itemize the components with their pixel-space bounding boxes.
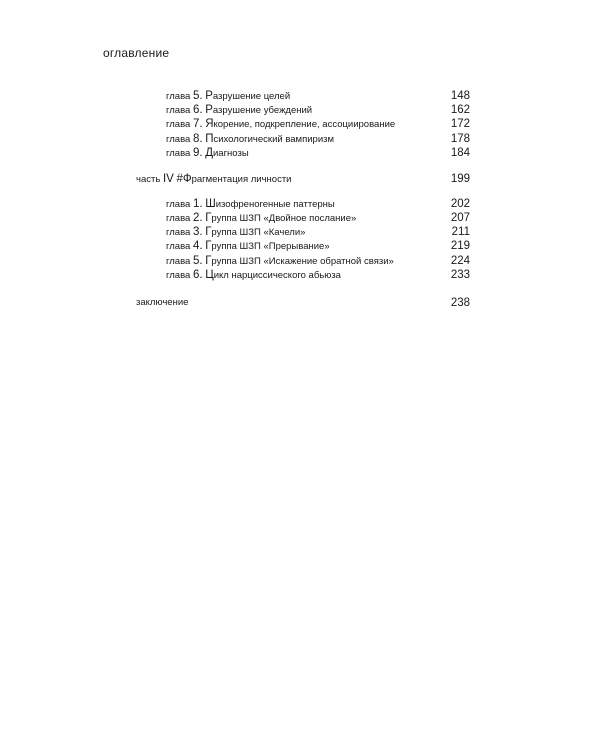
- toc-entry-title: заключение: [136, 297, 189, 308]
- page-header: оглавление: [103, 46, 170, 60]
- toc-page-number: 202: [450, 198, 470, 210]
- toc-page-number: 148: [450, 90, 470, 102]
- toc-page-number: 162: [450, 104, 470, 116]
- toc-page-number: 207: [450, 212, 470, 224]
- toc-entry-title: глава 2. Группа ШЗП «Двойное послание»: [166, 212, 357, 224]
- toc-entry[interactable]: [0, 238, 470, 254]
- toc-entry[interactable]: [0, 145, 470, 161]
- toc-conclusion-entry[interactable]: [0, 295, 470, 311]
- toc-entry-title: глава 1. Шизофреногенные паттерны: [166, 198, 335, 210]
- toc-entry-title: глава 5. Разрушение целей: [166, 90, 291, 102]
- toc-page-number: 172: [450, 118, 470, 130]
- toc-page-number: 199: [450, 173, 470, 185]
- toc-page-number: 178: [450, 133, 470, 145]
- toc-entry-title: глава 5. Группа ШЗП «Искажение обратной связи»: [166, 255, 394, 267]
- toc-entry[interactable]: [0, 116, 470, 132]
- toc-entry-title: глава 8. Психологический вампиризм: [166, 133, 335, 145]
- toc-page-number: 238: [450, 297, 470, 309]
- toc-page-number: 233: [450, 269, 470, 281]
- toc-entry-title: глава 6. Разрушение убеждений: [166, 104, 313, 116]
- toc-page-number: 184: [450, 147, 470, 159]
- toc-page-number: 219: [450, 240, 470, 252]
- toc-entry-title: часть IV #Фрагментация личности: [136, 173, 292, 185]
- toc-entry-title: глава 7. Якорение, подкрепление, ассоциирование: [166, 118, 396, 130]
- toc-page-number: 224: [450, 255, 470, 267]
- toc-entry-title: глава 9. Диагнозы: [166, 147, 249, 159]
- toc-entry[interactable]: [0, 267, 470, 283]
- toc-entry-title: глава 4. Группа ШЗП «Прерывание»: [166, 240, 330, 252]
- toc-page-number: 211: [451, 226, 470, 238]
- toc-part-entry[interactable]: [0, 171, 470, 187]
- toc-entry-title: глава 6. Цикл нарциссического абьюза: [166, 269, 341, 281]
- toc-entry-title: глава 3. Группа ШЗП «Качели»: [166, 226, 306, 238]
